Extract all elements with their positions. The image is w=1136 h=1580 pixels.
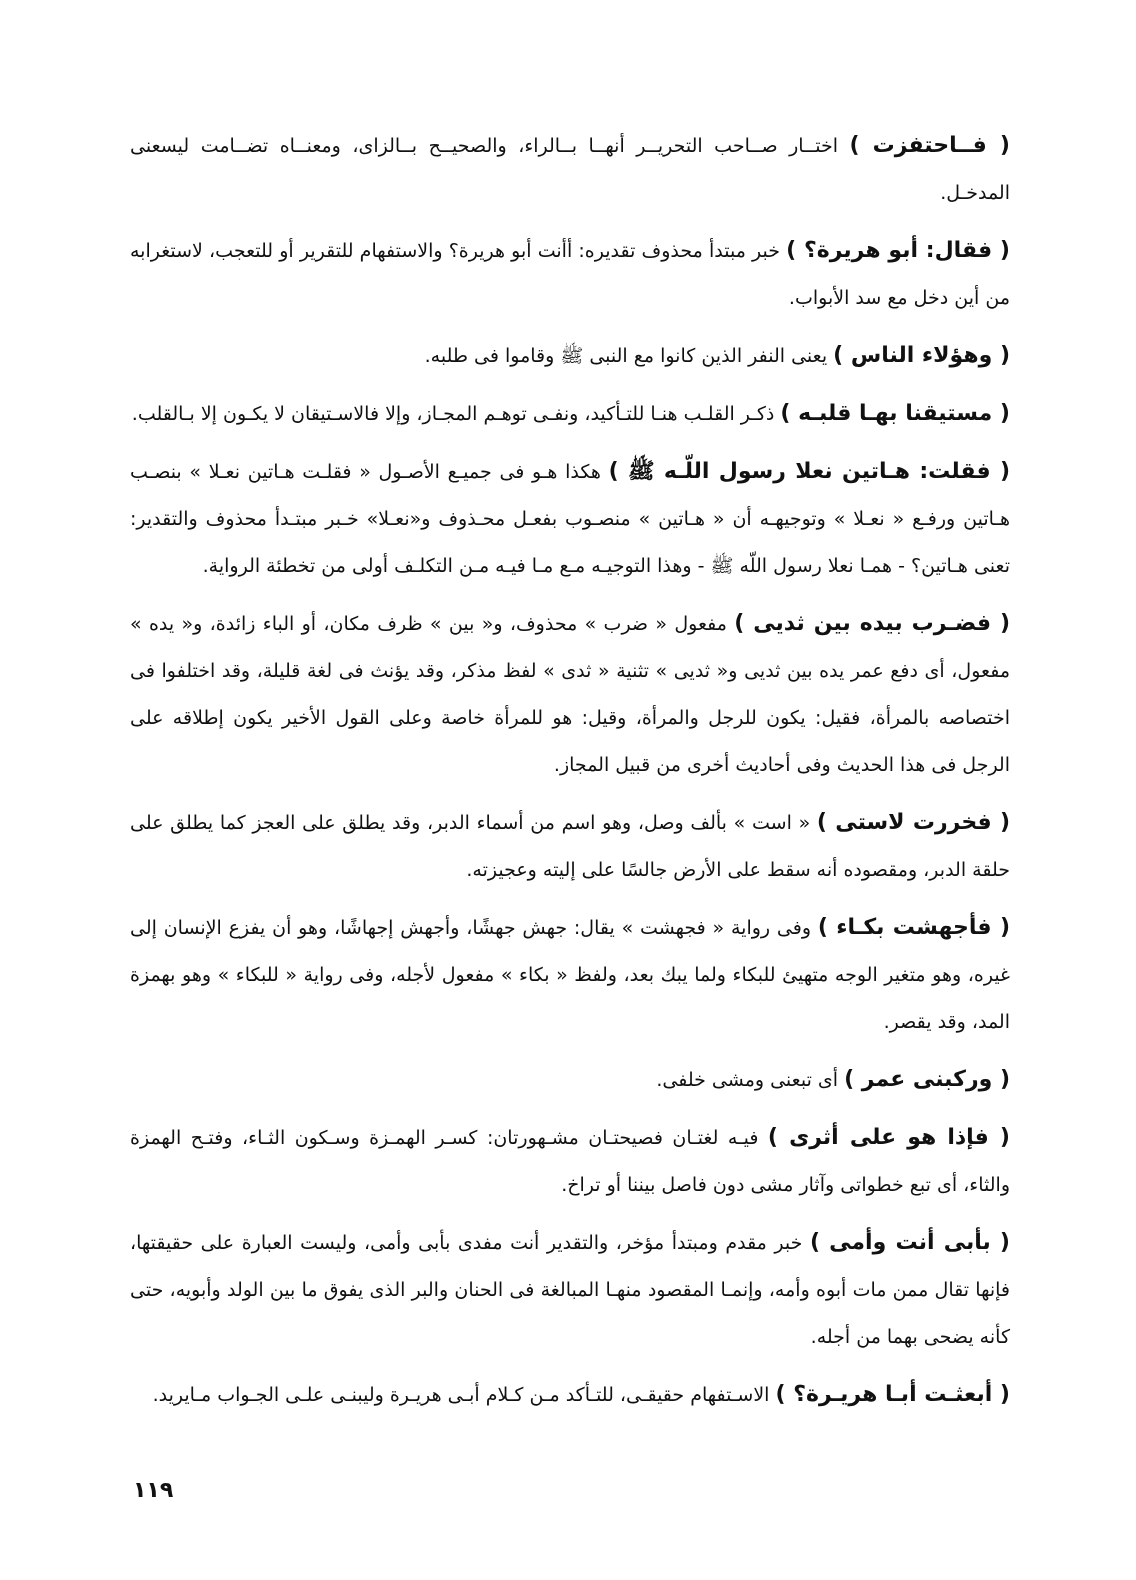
- entry-paragraph: [130, 332, 1010, 380]
- entry-term: ( أبعثـت أبـا هريـرة؟ ): [775, 1382, 1010, 1407]
- entry-term: ( فــاحتفزت ): [849, 133, 1010, 158]
- entry-explanation: خبر مبتدأ محذوف تقديره: أأنت أبو هريرة؟ والاستفهام للتقرير أو للتعجب، لاستغرابه من أين دخل مع سد الأبواب.: [130, 240, 1010, 309]
- entry-explanation: ذكـر القلـب هنـا للتـأكيد، ونفـى توهـم المجـاز، وإلا فالاسـتيقان لا يكـون إلا بـالقلب.: [131, 403, 781, 425]
- page-number: ١١٩: [133, 1478, 174, 1503]
- entry-term: ( وهؤلاء الناس ): [833, 343, 1010, 368]
- entry-term: ( فقال: أبو هريرة؟ ): [786, 238, 1010, 263]
- entry-explanation: يعنى النفر الذين كانوا مع النبى ﷺ وقاموا فى طلبه.: [424, 345, 834, 367]
- entry-explanation: أى تبعنى ومشى خلفى.: [656, 1069, 845, 1091]
- entry-term: ( فقلت: هـاتين نعلا رسول اللّـه ﷺ ): [608, 459, 1010, 484]
- entry-paragraph: [130, 448, 1010, 590]
- entry-paragraph: [130, 904, 1010, 1046]
- commentary-text: [130, 122, 1010, 1429]
- entry-explanation: مفعول « ضرب » محذوف، و« بين » ظرف مكان، أو الباء زائدة، و« يده » مفعول، أى دفع عمر يده بين ثديى و« ثديى » تثنية « ثدى » لفظ مذكر، وقد يؤنث فى لغة قليلة، وقد اختلفوا فى اختصاصه بالمرأة، فقيل: يكون للرجل والمرأة، وقيل: هو للمرأة خاصة وعلى القول الأخير يكون إطلاقه على الرجل فى هذا الحديث وفى أحاديث أخرى من قبيل المجاز.: [130, 613, 1010, 776]
- entry-explanation: الاسـتفهام حقيقـى، للتـأكد مـن كـلام أبـى هريـرة وليبنـى علـى الجـواب مـايريد.: [152, 1384, 776, 1406]
- entry-term: ( بأبى أنت وأمى ): [809, 1230, 1010, 1255]
- entry-paragraph: [130, 1219, 1010, 1361]
- entry-paragraph: [130, 1056, 1010, 1104]
- entry-explanation: اختــار صــاحب التحريــر أنهــا بــالراء، والصحيــح بــالزاى، ومعنــاه تضــامت ليسعنى المدخـل.: [130, 135, 1010, 204]
- entry-term: ( فأجهشت بكـاء ): [817, 915, 1011, 940]
- entry-paragraph: [130, 122, 1010, 217]
- entry-paragraph: [130, 799, 1010, 894]
- entry-term: ( فخررت لاستى ): [816, 810, 1011, 835]
- entry-paragraph: [130, 1371, 1010, 1419]
- entry-explanation: وفى رواية « فجهشت » يقال: جهش جهشًا، وأجهش إجهاشًا، وهو أن يفزع الإنسان إلى غيره، وهو متغير الوجه متهيئ للبكاء ولما يبك بعد، ولفظ « بكاء » مفعول لأجله، وفى رواية « للبكاء » وهو بهمزة المد، وقد يقصر.: [130, 917, 1010, 1033]
- entry-term: ( فضـرب بيده بين ثديى ): [734, 611, 1010, 636]
- entry-term: ( وركبنى عمر ): [844, 1067, 1010, 1092]
- entry-explanation: « است » بألف وصل، وهو اسم من أسماء الدبر، وقد يطلق على العجز كما يطلق على حلقة الدبر، ومقصوده أنه سقط على الأرض جالسًا على إليته وعجيزته.: [130, 812, 1010, 881]
- entry-paragraph: [130, 390, 1010, 438]
- entry-explanation: فيـه لغتـان فصيحتـان مشـهورتان: كسـر الهمـزة وسـكون الثـاء، وفتـح الهمزة والثاء، أى تبع خطواتى وآثار مشى دون فاصل بيننا أو تراخ.: [130, 1127, 1010, 1196]
- entry-paragraph: [130, 600, 1010, 789]
- entry-term: ( فإذا هو على أثرى ): [767, 1125, 1010, 1150]
- entry-explanation: خبر مقدم ومبتدأ مؤخر، والتقدير أنت مفدى بأبى وأمى، وليست العبارة على حقيقتها، فإنها تقال ممن مات أبوه وأمه، وإنمـا المقصود منهـا المبالغة فى الحنان والبر الذى يفوق ما بين الولد وأبويه، حتى كأنه يضحى بهما من أجله.: [130, 1232, 1010, 1348]
- entry-term: ( مستيقنا بهـا قلبـه ): [780, 401, 1010, 426]
- entry-paragraph: [130, 227, 1010, 322]
- entry-paragraph: [130, 1114, 1010, 1209]
- entry-explanation: هكذا هـو فى جميـع الأصـول « فقلـت هـاتين نعـلا » بنصـب هـاتين ورفـع « نعـلا » وتوجيهـه أن « هـاتين » منصـوب بفعـل محـذوف و«نعـلا» خـبر مبتـدأ محذوف والتقدير: تعنى هـاتين؟ - همـا نعلا رسول اللّه ﷺ - وهذا التوجيـه مـع مـا فيـه مـن التكلـف أولى من تخطئة الرواية.: [130, 461, 1010, 577]
